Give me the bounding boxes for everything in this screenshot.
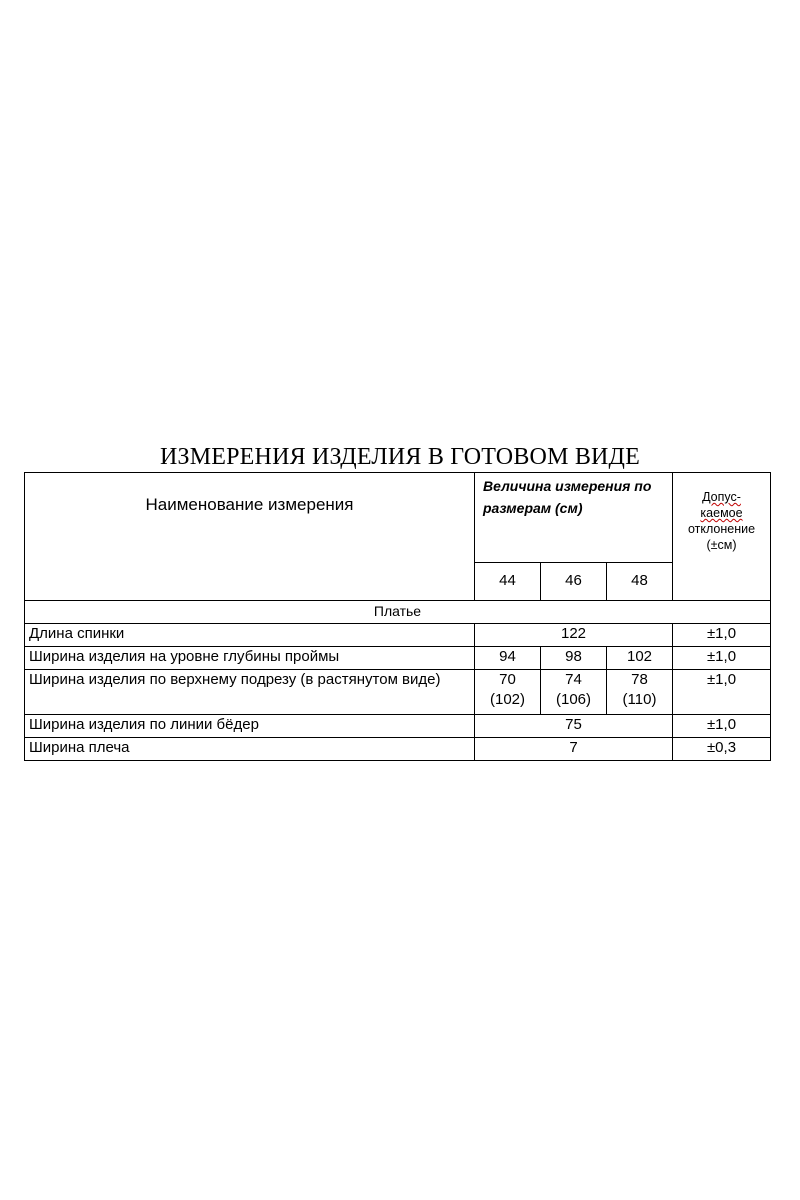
row-value-stretched: (106) xyxy=(555,691,592,708)
measurements-table xyxy=(24,472,771,761)
row-value-46 xyxy=(541,670,607,715)
row-value-44: 94 xyxy=(475,647,541,670)
section-row xyxy=(25,601,771,624)
size-44: 44 xyxy=(475,562,541,600)
page-title: ИЗМЕРЕНИЯ ИЗДЕЛИЯ В ГОТОВОМ ВИДЕ xyxy=(159,444,640,470)
row-value: 75 xyxy=(475,715,673,738)
row-value: 7 xyxy=(475,738,673,761)
table-row xyxy=(25,624,771,647)
table-row xyxy=(25,647,771,670)
header-value: Величина измерения по размерам (см) xyxy=(475,473,673,563)
row-tolerance: ±1,0 xyxy=(673,624,771,647)
row-name: Ширина изделия по верхнему подрезу (в растянутом виде) xyxy=(25,670,475,715)
size-46: 46 xyxy=(541,562,607,600)
header-row xyxy=(25,473,771,563)
row-value-main: 70 xyxy=(499,671,516,688)
header-tolerance-line3: отклонение xyxy=(687,522,756,536)
row-value: 122 xyxy=(475,624,673,647)
row-tolerance: ±1,0 xyxy=(673,670,771,715)
header-tolerance-line4: (±см) xyxy=(706,538,737,552)
header-tolerance xyxy=(673,473,771,601)
row-tolerance: ±1,0 xyxy=(673,647,771,670)
row-value-44 xyxy=(475,670,541,715)
row-name: Ширина изделия на уровне глубины проймы xyxy=(25,647,475,670)
header-tolerance-line2: каемое xyxy=(700,506,743,520)
size-48: 48 xyxy=(607,562,673,600)
row-name: Ширина плеча xyxy=(25,738,475,761)
row-value-main: 74 xyxy=(565,671,582,688)
row-name: Ширина изделия по линии бёдер xyxy=(25,715,475,738)
row-value-48 xyxy=(607,670,673,715)
header-name: Наименование измерения xyxy=(25,473,475,601)
row-name: Длина спинки xyxy=(25,624,475,647)
row-value-stretched: (102) xyxy=(489,691,526,708)
row-value-46: 98 xyxy=(541,647,607,670)
table-row xyxy=(25,715,771,738)
row-tolerance: ±0,3 xyxy=(673,738,771,761)
table-row xyxy=(25,670,771,715)
row-value-stretched: (110) xyxy=(622,691,657,708)
section-title: Платье xyxy=(25,601,771,624)
row-tolerance: ±1,0 xyxy=(673,715,771,738)
header-tolerance-line1: Допус- xyxy=(702,490,741,504)
row-value-main: 78 xyxy=(631,671,648,688)
table-row xyxy=(25,738,771,761)
row-value-48: 102 xyxy=(607,647,673,670)
